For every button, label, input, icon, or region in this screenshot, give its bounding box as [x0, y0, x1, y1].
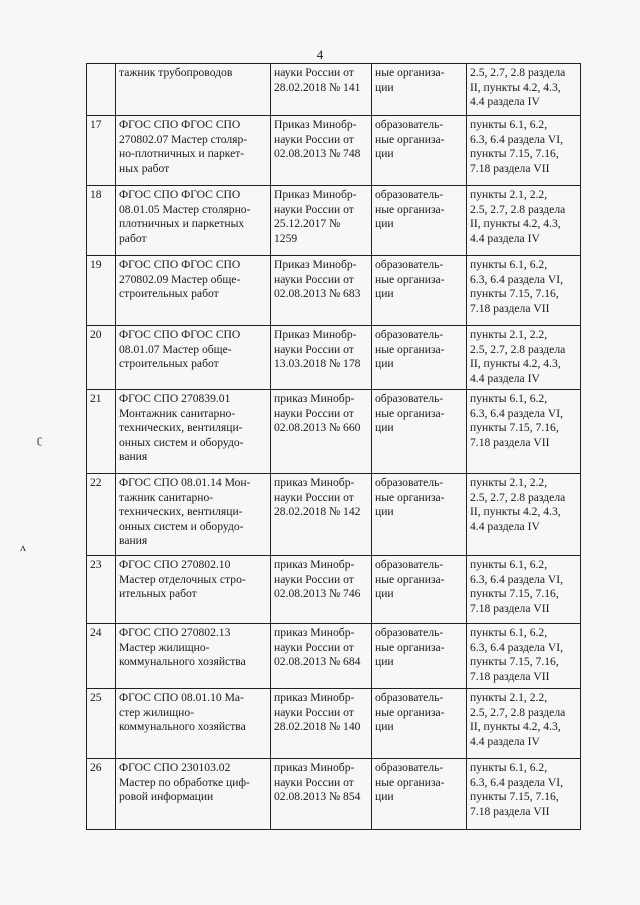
standard-name-cell: ФГОС СПО 230103.02 Мастер по обработке циф- ровой информации [116, 759, 271, 830]
order-reference-cell: приказ Минобр- науки России от 28.02.2018 № 140 [271, 689, 372, 759]
table-row [87, 64, 581, 116]
table-row [87, 556, 581, 624]
table-row [87, 116, 581, 186]
standards-table [86, 63, 581, 830]
row-number-cell: 17 [87, 116, 116, 186]
requirement-items-cell: пункты 2.1, 2.2, 2.5, 2.7, 2.8 раздела II, пункты 4.2, 4.3, 4.4 раздела IV [467, 186, 581, 256]
table-row [87, 326, 581, 390]
order-reference-cell: Приказ Минобр- науки России от 25.12.2017 № 1259 [271, 186, 372, 256]
order-reference-cell: приказ Минобр- науки России от 02.08.2013 № 660 [271, 390, 372, 474]
requirement-items-cell: пункты 6.1, 6.2, 6.3, 6.4 раздела VI, пункты 7.15, 7.16, 7.18 раздела VII [467, 759, 581, 830]
row-number-cell [87, 64, 116, 116]
applicable-organizations-cell: образователь- ные организа- ции [372, 759, 467, 830]
page-number: 4 [316, 47, 324, 62]
table-row [87, 390, 581, 474]
table-row [87, 759, 581, 830]
standard-name-cell: тажник трубопроводов [116, 64, 271, 116]
requirement-items-cell: пункты 2.1, 2.2, 2.5, 2.7, 2.8 раздела II, пункты 4.2, 4.3, 4.4 раздела IV [467, 474, 581, 556]
standard-name-cell: ФГОС СПО 08.01.10 Ма- стер жилищно- коммунального хозяйства [116, 689, 271, 759]
table-row [87, 474, 581, 556]
order-reference-cell: Приказ Минобр- науки России от 02.08.2013 № 748 [271, 116, 372, 186]
order-reference-cell: Приказ Минобр- науки России от 13.03.2018 № 178 [271, 326, 372, 390]
table-row [87, 624, 581, 689]
requirement-items-cell: пункты 2.1, 2.2, 2.5, 2.7, 2.8 раздела II, пункты 4.2, 4.3, 4.4 раздела IV [467, 326, 581, 390]
standard-name-cell: ФГОС СПО 08.01.14 Мон- тажник санитарно- технических, вентиляци- онных систем и оборудо- вания [116, 474, 271, 556]
order-reference-cell: Приказ Минобр- науки России от 02.08.2013 № 683 [271, 256, 372, 326]
row-number-cell: 19 [87, 256, 116, 326]
applicable-organizations-cell: образователь- ные организа- ции [372, 390, 467, 474]
applicable-organizations-cell: образователь- ные организа- ции [372, 689, 467, 759]
applicable-organizations-cell: образователь- ные организа- ции [372, 116, 467, 186]
table-body [87, 64, 581, 830]
applicable-organizations-cell: ные организа- ции [372, 64, 467, 116]
requirement-items-cell: пункты 6.1, 6.2, 6.3, 6.4 раздела VI, пункты 7.15, 7.16, 7.18 раздела VII [467, 390, 581, 474]
order-reference-cell: приказ Минобр- науки России от 28.02.2018 № 142 [271, 474, 372, 556]
row-number-cell: 21 [87, 390, 116, 474]
standard-name-cell: ФГОС СПО ФГОС СПО 270802.09 Мастер обще- строительных работ [116, 256, 271, 326]
applicable-organizations-cell: образователь- ные организа- ции [372, 624, 467, 689]
order-reference-cell: приказ Минобр- науки России от 02.08.2013 № 854 [271, 759, 372, 830]
requirement-items-cell: 2.5, 2.7, 2.8 раздела II, пункты 4.2, 4.3, 4.4 раздела IV [467, 64, 581, 116]
applicable-organizations-cell: образователь- ные организа- ции [372, 256, 467, 326]
order-reference-cell: приказ Минобр- науки России от 02.08.2013 № 746 [271, 556, 372, 624]
applicable-organizations-cell: образователь- ные организа- ции [372, 556, 467, 624]
standard-name-cell: ФГОС СПО 270839.01 Монтажник санитарно- технических, вентиляци- онных систем и оборудо- вания [116, 390, 271, 474]
margin-mark: ʗ [37, 432, 43, 446]
standard-name-cell: ФГОС СПО ФГОС СПО 270802.07 Мастер столяр- но-плотничных и паркет- ных работ [116, 116, 271, 186]
row-number-cell: 23 [87, 556, 116, 624]
row-number-cell: 26 [87, 759, 116, 830]
order-reference-cell: науки России от 28.02.2018 № 141 [271, 64, 372, 116]
requirement-items-cell: пункты 6.1, 6.2, 6.3, 6.4 раздела VI, пункты 7.15, 7.16, 7.18 раздела VII [467, 556, 581, 624]
row-number-cell: 22 [87, 474, 116, 556]
order-reference-cell: приказ Минобр- науки России от 02.08.2013 № 684 [271, 624, 372, 689]
standard-name-cell: ФГОС СПО 270802.10 Мастер отделочных стро- ительных работ [116, 556, 271, 624]
standard-name-cell: ФГОС СПО ФГОС СПО 08.01.05 Мастер столярно- плотничных и паркетных работ [116, 186, 271, 256]
row-number-cell: 18 [87, 186, 116, 256]
applicable-organizations-cell: образователь- ные организа- ции [372, 326, 467, 390]
row-number-cell: 24 [87, 624, 116, 689]
requirement-items-cell: пункты 6.1, 6.2, 6.3, 6.4 раздела VI, пункты 7.15, 7.16, 7.18 раздела VII [467, 256, 581, 326]
margin-mark: ᴧ [20, 540, 26, 554]
row-number-cell: 25 [87, 689, 116, 759]
table-row [87, 186, 581, 256]
applicable-organizations-cell: образователь- ные организа- ции [372, 186, 467, 256]
applicable-organizations-cell: образователь- ные организа- ции [372, 474, 467, 556]
requirement-items-cell: пункты 2.1, 2.2, 2.5, 2.7, 2.8 раздела II, пункты 4.2, 4.3, 4.4 раздела IV [467, 689, 581, 759]
requirement-items-cell: пункты 6.1, 6.2, 6.3, 6.4 раздела VI, пункты 7.15, 7.16, 7.18 раздела VII [467, 624, 581, 689]
requirement-items-cell: пункты 6.1, 6.2, 6.3, 6.4 раздела VI, пункты 7.15, 7.16, 7.18 раздела VII [467, 116, 581, 186]
table-row [87, 256, 581, 326]
table-row [87, 689, 581, 759]
row-number-cell: 20 [87, 326, 116, 390]
standard-name-cell: ФГОС СПО ФГОС СПО 08.01.07 Мастер обще- строительных работ [116, 326, 271, 390]
standard-name-cell: ФГОС СПО 270802.13 Мастер жилищно- коммунального хозяйства [116, 624, 271, 689]
